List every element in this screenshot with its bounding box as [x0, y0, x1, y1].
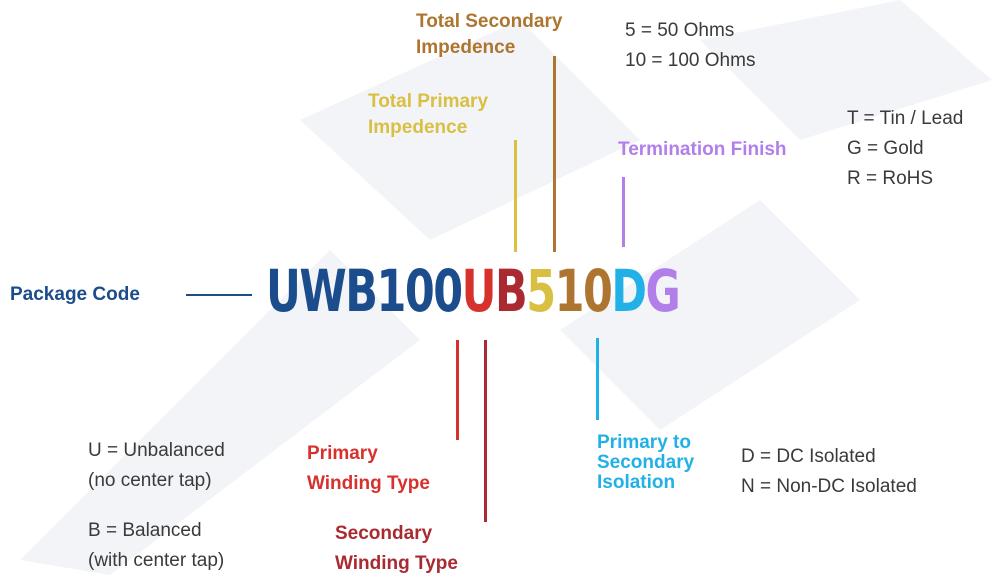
total-primary-impedance-label: Total Primary Impedence	[368, 91, 489, 138]
balanced-option: B = Balanced (with center tap)	[88, 520, 225, 571]
part-number-code	[266, 256, 679, 326]
code-segment-termination: G	[645, 257, 680, 325]
secondary-winding-connector	[484, 340, 487, 522]
total-primary-connector	[514, 140, 517, 252]
termination-finish-options: T = Tin / Lead G = Gold R = RoHS	[847, 108, 964, 189]
package-code-connector	[186, 294, 252, 296]
package-code-label: Package Code	[10, 284, 140, 305]
isolation-options: D = DC Isolated N = Non-DC Isolated	[741, 446, 917, 497]
code-segment-primary-impedance: 5	[526, 257, 555, 325]
primary-winding-connector	[456, 340, 459, 440]
unbalanced-option: U = Unbalanced (no center tap)	[88, 440, 225, 491]
primary-to-secondary-isolation-label: Primary to Secondary Isolation	[597, 432, 695, 493]
total-secondary-impedance-label: Total Secondary Impedence	[416, 11, 563, 58]
code-segment-secondary-impedance: 10	[554, 257, 612, 325]
code-segment-base: UWB100	[266, 257, 462, 325]
code-segment-primary-winding: U	[461, 257, 496, 325]
total-secondary-connector	[553, 56, 556, 252]
code-segment-isolation: D	[611, 257, 646, 325]
isolation-connector	[596, 338, 599, 420]
secondary-winding-type-label: Secondary Winding Type	[335, 523, 458, 574]
termination-finish-connector	[622, 177, 625, 247]
secondary-impedance-options: 5 = 50 Ohms 10 = 100 Ohms	[625, 20, 756, 71]
termination-finish-label: Termination Finish	[618, 139, 787, 160]
primary-winding-type-label: Primary Winding Type	[307, 443, 430, 494]
code-segment-secondary-winding: B	[495, 257, 527, 325]
